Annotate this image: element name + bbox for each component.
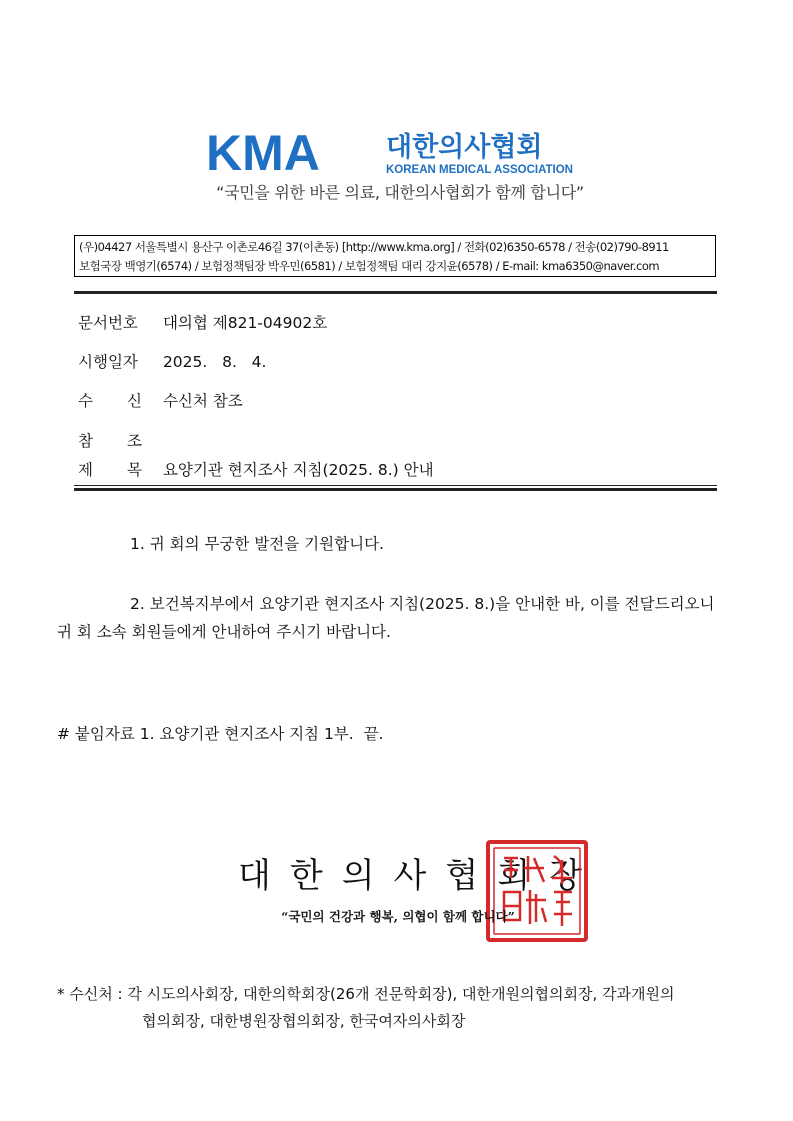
recipients-line-1: * 수신처 : 각 시도의사회장, 대한의학회장(26개 전문학회장), 대한개원의협의회장, 각과개원의: [57, 985, 675, 1003]
date-label: 시행일자: [78, 353, 138, 371]
subject-value: 요양기관 현지조사 지침(2025. 8.) 안내: [162, 461, 434, 479]
paragraph-2-line-2: 귀 회 소속 회원들에게 안내하여 주시기 바랍니다.: [57, 623, 391, 641]
doc-number-row: [78, 311, 327, 333]
official-seal: [484, 838, 590, 944]
recipient-value: 수신처 참조: [162, 392, 243, 410]
subject-label: 제 목: [78, 461, 142, 479]
date-value: 2025. 8. 4.: [162, 353, 267, 371]
divider-mid-thin: [74, 485, 717, 486]
logo-org-name-kr: 대한의사협회: [386, 132, 543, 163]
contact-box: [74, 235, 716, 277]
header-slogan: “국민을 위한 바른 의료, 대한의사협회가 함께 합니다”: [216, 183, 584, 202]
kma-logo-mark: KMA: [206, 126, 320, 178]
signatory-org-name: 대한의사협회장: [238, 856, 601, 896]
date-row: [78, 350, 266, 372]
recipient-row: [78, 389, 243, 411]
kma-logo: [206, 126, 596, 178]
subject-row: [78, 458, 434, 480]
paragraph-2-line-1: 2. 보건복지부에서 요양기관 현지조사 지침(2025. 8.)을 안내한 바, 이를 전달드리오니: [130, 595, 715, 613]
recipient-label: 수 신: [78, 392, 142, 410]
attachment-line: # 붙임자료 1. 요양기관 현지조사 지침 1부. 끝.: [57, 725, 384, 743]
logo-org-name-en: KOREAN MEDICAL ASSOCIATION: [386, 164, 573, 176]
recipients-list: [57, 981, 674, 1035]
divider-top: [74, 291, 717, 294]
doc-number-label: 문서번호: [78, 314, 138, 332]
divider-mid-thick: [74, 488, 717, 491]
doc-number-value: 대의협 제821-04902호: [162, 314, 328, 332]
reference-label: 참 조: [78, 432, 142, 450]
contact-line-staff: 보험국장 백영기(6574) / 보험정책팀장 박우민(6581) / 보험정책팀 대리 강지윤(6578) / E-mail: kma6350@naver.com: [79, 259, 660, 273]
signature-motto: “국민의 건강과 행복, 의협이 함께 합니다”: [281, 909, 515, 924]
contact-line-address: (우)04427 서울특별시 용산구 이촌로46길 37(이촌동) [http://www.kma.org] / 전화(02)6350-6578 / 전송(02)790-8911: [79, 240, 669, 254]
recipients-line-2: 협의회장, 대한병원장협의회장, 한국여자의사회장: [142, 1012, 466, 1030]
paragraph-1: 1. 귀 회의 무궁한 발전을 기원합니다.: [130, 535, 384, 553]
reference-row: [78, 429, 158, 451]
